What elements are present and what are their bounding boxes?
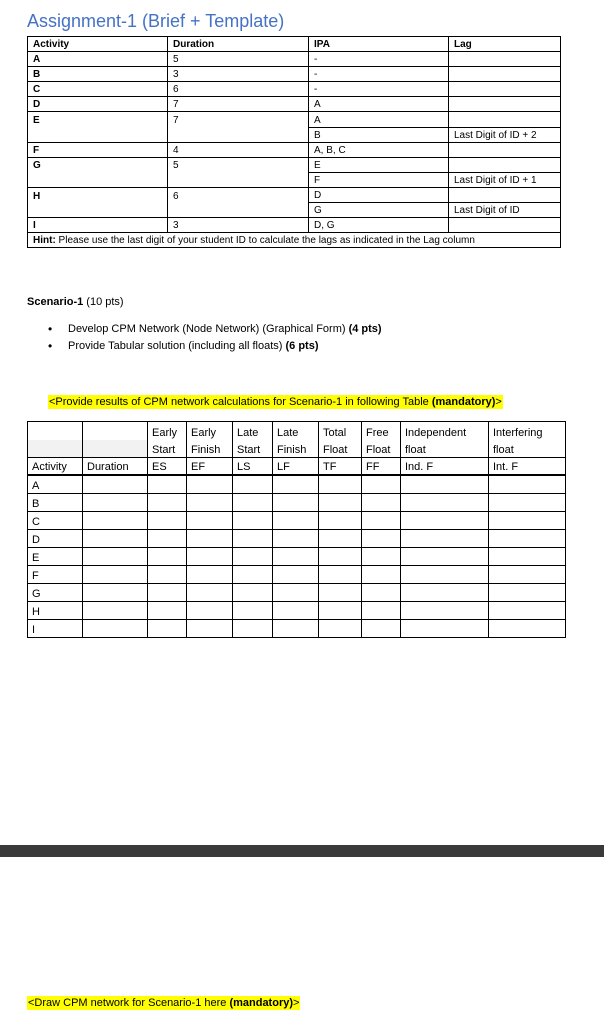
ipa-cell: D, G (309, 218, 449, 233)
result-cell[interactable] (489, 566, 566, 584)
page-title: Assignment-1 (Brief + Template) (27, 11, 285, 31)
header-row (28, 440, 566, 458)
table-row (28, 97, 561, 112)
result-cell[interactable] (319, 584, 362, 602)
ipa-cell: - (309, 67, 449, 82)
activity-cell: B (28, 494, 83, 512)
header-cell: Float (319, 440, 362, 458)
ipa-cell: G (309, 203, 449, 218)
result-cell[interactable] (148, 566, 187, 584)
scenario-points: (10 pts) (83, 296, 124, 308)
activity-cell: A (28, 475, 83, 494)
header-lag: Lag (449, 37, 561, 52)
table-row (28, 52, 561, 67)
result-cell[interactable] (148, 584, 187, 602)
result-cell[interactable] (489, 620, 566, 638)
result-cell[interactable] (489, 530, 566, 548)
header-ipa: IPA (309, 37, 449, 52)
result-cell[interactable] (83, 475, 148, 494)
list-item (48, 321, 382, 338)
result-cell[interactable] (401, 530, 489, 548)
activity-cell: D (28, 530, 83, 548)
result-cell[interactable] (362, 620, 401, 638)
result-cell[interactable] (233, 475, 273, 494)
result-cell[interactable] (148, 620, 187, 638)
header-cell: Finish (273, 440, 319, 458)
scenario-title: Scenario-1 (27, 296, 84, 308)
result-cell[interactable] (233, 548, 273, 566)
table-row (28, 584, 566, 602)
result-cell[interactable] (362, 475, 401, 494)
lag-cell: Last Digit of ID + 1 (449, 172, 561, 187)
result-cell[interactable] (401, 512, 489, 530)
result-cell[interactable] (233, 602, 273, 620)
header-cell: Start (148, 440, 187, 458)
result-cell[interactable] (319, 530, 362, 548)
result-cell[interactable] (233, 512, 273, 530)
result-cell[interactable] (273, 512, 319, 530)
ipa-cell: - (309, 52, 449, 67)
result-cell[interactable] (187, 548, 233, 566)
result-cell[interactable] (319, 494, 362, 512)
result-cell[interactable] (233, 620, 273, 638)
activity-cell: E (28, 548, 83, 566)
result-cell[interactable] (148, 548, 187, 566)
header-row (28, 458, 566, 476)
table-row (28, 620, 566, 638)
page-divider (0, 845, 604, 857)
task-points: (6 pts) (285, 340, 319, 352)
result-cell[interactable] (148, 530, 187, 548)
result-cell[interactable] (489, 475, 566, 494)
header-cell: FF (362, 458, 401, 476)
table-row (28, 82, 561, 97)
result-cell[interactable] (362, 602, 401, 620)
result-cell[interactable] (401, 602, 489, 620)
result-cell[interactable] (273, 475, 319, 494)
result-cell[interactable] (233, 584, 273, 602)
result-cell[interactable] (187, 512, 233, 530)
lag-cell (449, 187, 561, 202)
duration-cell: 6 (168, 82, 309, 97)
table-row (28, 530, 566, 548)
table-row (28, 67, 561, 82)
result-cell[interactable] (489, 494, 566, 512)
activity-cell: I (28, 620, 83, 638)
header-cell: Late (233, 422, 273, 441)
duration-cell: 6 (168, 187, 309, 202)
result-cell[interactable] (319, 475, 362, 494)
activity-cell: F (28, 142, 168, 157)
result-cell[interactable] (233, 494, 273, 512)
header-cell: Float (362, 440, 401, 458)
header-cell: Early (187, 422, 233, 441)
header-cell: float (401, 440, 489, 458)
activity-cell: G (28, 157, 168, 172)
hint-text: Please use the last digit of your student ID to calculate the lags as indicated in the Lag column (55, 235, 475, 247)
duration-cell: 7 (168, 97, 309, 112)
result-cell[interactable] (148, 512, 187, 530)
header-cell: Free (362, 422, 401, 441)
table-subrow (28, 203, 561, 218)
result-cell[interactable] (187, 494, 233, 512)
activity-cell: H (28, 602, 83, 620)
activity-cell: H (28, 187, 168, 202)
lag-cell: Last Digit of ID (449, 203, 561, 218)
result-cell[interactable] (319, 620, 362, 638)
duration-cell: 5 (168, 52, 309, 67)
results-note: <Provide results of CPM network calculations for Scenario-1 in following Table (mandatory)> (49, 396, 502, 408)
draw-note: <Draw CPM network for Scenario-1 here (mandatory)> (28, 997, 300, 1009)
result-cell[interactable] (83, 494, 148, 512)
lag-cell: Last Digit of ID + 2 (449, 127, 561, 142)
result-cell[interactable] (148, 602, 187, 620)
table-row (28, 187, 561, 202)
result-cell[interactable] (273, 584, 319, 602)
result-cell[interactable] (233, 530, 273, 548)
activity-table (27, 36, 561, 248)
activity-cell: C (28, 512, 83, 530)
result-cell[interactable] (401, 494, 489, 512)
result-cell[interactable] (401, 548, 489, 566)
ipa-cell: E (309, 157, 449, 172)
header-activity: Activity (28, 37, 168, 52)
result-cell[interactable] (401, 620, 489, 638)
table-subrow (28, 172, 561, 187)
ipa-cell: A (309, 112, 449, 127)
result-cell[interactable] (273, 494, 319, 512)
result-cell[interactable] (83, 530, 148, 548)
activity-cell: C (28, 82, 168, 97)
hint-row (28, 233, 561, 248)
cpm-table-body (28, 475, 566, 638)
result-cell[interactable] (362, 584, 401, 602)
header-cell: Start (233, 440, 273, 458)
task-points: (4 pts) (348, 323, 382, 335)
ipa-cell: B (309, 127, 449, 142)
header-cell: Total (319, 422, 362, 441)
table-row (28, 602, 566, 620)
table-row (28, 157, 561, 172)
duration-cell: 3 (168, 218, 309, 233)
result-cell[interactable] (148, 494, 187, 512)
table-row (28, 566, 566, 584)
table-row (28, 142, 561, 157)
result-cell[interactable] (319, 602, 362, 620)
result-cell[interactable] (362, 566, 401, 584)
header-cell: Independent (401, 422, 489, 441)
activity-cell: E (28, 112, 168, 127)
duration-cell: 7 (168, 112, 309, 127)
result-cell[interactable] (187, 475, 233, 494)
lag-cell (449, 52, 561, 67)
activity-cell: B (28, 67, 168, 82)
header-duration: Duration (168, 37, 309, 52)
duration-cell: 3 (168, 67, 309, 82)
header-row (28, 422, 566, 441)
duration-cell: 4 (168, 142, 309, 157)
header-cell: TF (319, 458, 362, 476)
activity-cell: A (28, 52, 168, 67)
ipa-cell: D (309, 187, 449, 202)
result-cell[interactable] (83, 548, 148, 566)
result-cell[interactable] (187, 620, 233, 638)
result-cell[interactable] (233, 566, 273, 584)
task-text: Provide Tabular solution (including all floats) (68, 340, 286, 352)
header-cell: float (489, 440, 566, 458)
activity-cell: F (28, 566, 83, 584)
lag-cell (449, 142, 561, 157)
header-cell: LS (233, 458, 273, 476)
result-cell[interactable] (362, 494, 401, 512)
table-row (28, 494, 566, 512)
header-cell: Ind. F (401, 458, 489, 476)
ipa-cell: - (309, 82, 449, 97)
header-cell: Activity (28, 458, 83, 476)
result-cell[interactable] (273, 602, 319, 620)
lag-cell (449, 82, 561, 97)
cpm-results-table (27, 421, 566, 638)
hint-label: Hint: (33, 235, 56, 247)
activity-cell: D (28, 97, 168, 112)
activity-cell: I (28, 218, 168, 233)
result-cell[interactable] (401, 475, 489, 494)
table-row (28, 112, 561, 127)
header-cell: Duration (83, 458, 148, 476)
task-list (48, 321, 382, 355)
table-row (28, 218, 561, 233)
activity-cell: G (28, 584, 83, 602)
result-cell[interactable] (83, 584, 148, 602)
lag-cell (449, 218, 561, 233)
result-cell[interactable] (401, 566, 489, 584)
list-item (48, 338, 382, 355)
header-cell: Late (273, 422, 319, 441)
lag-cell (449, 67, 561, 82)
result-cell[interactable] (187, 602, 233, 620)
result-cell[interactable] (319, 512, 362, 530)
scenario-heading (27, 296, 124, 308)
lag-cell (449, 157, 561, 172)
ipa-cell: A, B, C (309, 142, 449, 157)
result-cell[interactable] (362, 530, 401, 548)
result-cell[interactable] (187, 584, 233, 602)
header-cell: ES (148, 458, 187, 476)
result-cell[interactable] (489, 512, 566, 530)
result-cell[interactable] (401, 584, 489, 602)
task-text: Develop CPM Network (Node Network) (Graphical Form) (68, 323, 349, 335)
table-row (28, 548, 566, 566)
table-row (28, 475, 566, 494)
result-cell[interactable] (489, 584, 566, 602)
result-cell[interactable] (187, 566, 233, 584)
result-cell[interactable] (273, 548, 319, 566)
duration-cell: 5 (168, 157, 309, 172)
result-cell[interactable] (489, 548, 566, 566)
header-cell: LF (273, 458, 319, 476)
result-cell[interactable] (362, 512, 401, 530)
result-cell[interactable] (489, 602, 566, 620)
table-subrow (28, 127, 561, 142)
header-cell: Early (148, 422, 187, 441)
result-cell[interactable] (83, 602, 148, 620)
header-cell: Interfering (489, 422, 566, 441)
hint-cell (28, 233, 561, 248)
ipa-cell: F (309, 172, 449, 187)
result-cell[interactable] (273, 530, 319, 548)
result-cell[interactable] (362, 548, 401, 566)
lag-cell (449, 97, 561, 112)
result-cell[interactable] (83, 620, 148, 638)
result-cell[interactable] (319, 566, 362, 584)
header-cell: Finish (187, 440, 233, 458)
header-cell: EF (187, 458, 233, 476)
header-cell: Int. F (489, 458, 566, 476)
result-cell[interactable] (319, 548, 362, 566)
result-cell[interactable] (187, 530, 233, 548)
result-cell[interactable] (273, 620, 319, 638)
result-cell[interactable] (83, 512, 148, 530)
ipa-cell: A (309, 97, 449, 112)
result-cell[interactable] (273, 566, 319, 584)
result-cell[interactable] (148, 475, 187, 494)
lag-cell (449, 112, 561, 127)
result-cell[interactable] (83, 566, 148, 584)
table-row (28, 512, 566, 530)
